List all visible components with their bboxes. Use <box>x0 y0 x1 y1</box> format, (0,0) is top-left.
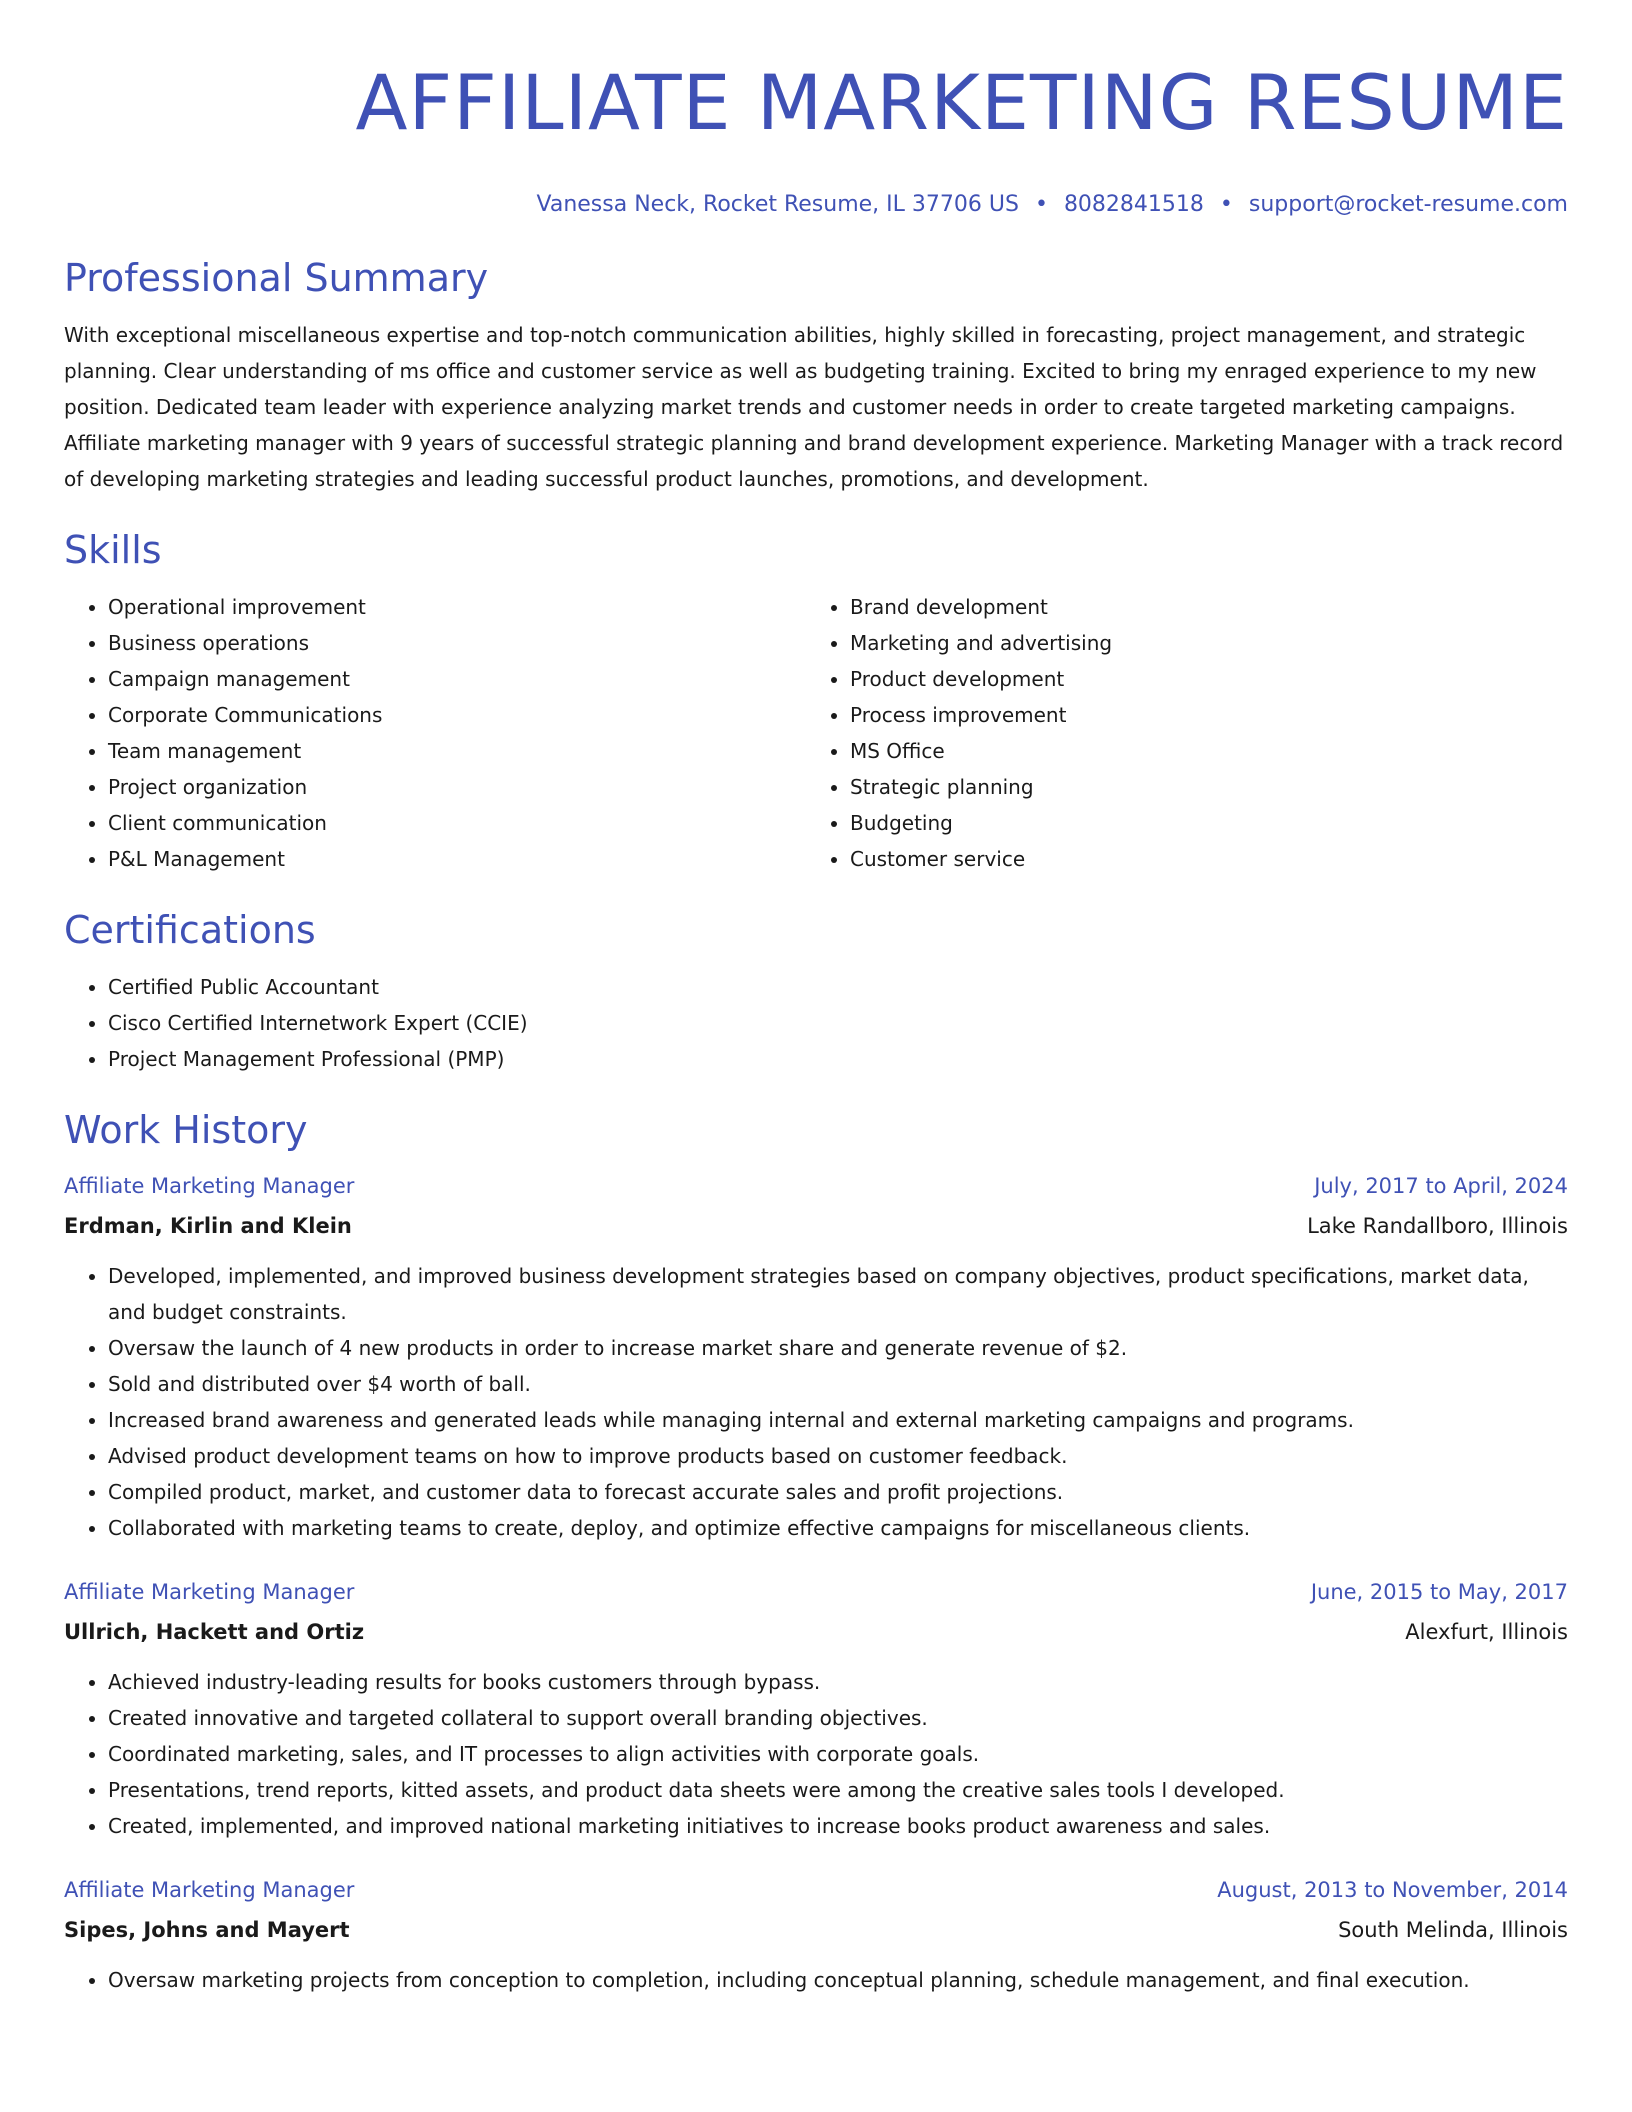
job-bullets <box>64 1664 1568 1844</box>
job-bullet: • Increased brand awareness and generated leads while managing internal and external marketing campaigns and programs. <box>108 1402 1568 1438</box>
contact-phone[interactable]: 8082841518 <box>1063 192 1204 217</box>
skill-item: • Corporate Communications <box>108 697 806 733</box>
certification-item: • Certified Public Accountant <box>108 969 1568 1005</box>
skill-item: • Team management <box>108 733 806 769</box>
skills-columns <box>64 589 1568 877</box>
contact-line <box>64 190 1568 220</box>
skill-item: • Strategic planning <box>850 769 1548 805</box>
job-company: Ullrich, Hackett and Ortiz <box>64 1620 365 1644</box>
job-bullet: • Advised product development teams on how to improve products based on customer feedback. <box>108 1438 1568 1474</box>
section-heading-skills: Skills <box>64 528 162 572</box>
section-heading-certifications: Certifications <box>64 908 316 952</box>
job-location: South Melinda, Illinois <box>1338 1918 1568 1942</box>
skill-item: • Brand development <box>850 589 1548 625</box>
job-dates: August, 2013 to November, 2014 <box>1217 1878 1568 1902</box>
skill-item: • MS Office <box>850 733 1548 769</box>
job-header <box>64 1572 1568 1612</box>
job-bullet: • Achieved industry-leading results for books customers through bypass. <box>108 1664 1568 1700</box>
skill-item: • Client communication <box>108 805 806 841</box>
job-title: Affiliate Marketing Manager <box>64 1580 355 1604</box>
job-location: Lake Randallboro, Illinois <box>1307 1214 1568 1238</box>
skill-item: • Customer service <box>850 841 1548 877</box>
job-header <box>64 1166 1568 1206</box>
job-subheader <box>64 1910 1568 1950</box>
skills-list-left <box>64 589 806 877</box>
job-dates: June, 2015 to May, 2017 <box>1310 1580 1568 1604</box>
contact-email[interactable]: support@rocket-resume.com <box>1248 192 1568 217</box>
certification-item: • Project Management Professional (PMP) <box>108 1041 1568 1077</box>
certification-item: • Cisco Certified Internetwork Expert (CCIE) <box>108 1005 1568 1041</box>
skill-item: • P&L Management <box>108 841 806 877</box>
skill-item: • Budgeting <box>850 805 1548 841</box>
contact-separator: • <box>1219 192 1233 217</box>
job-header <box>64 1870 1568 1910</box>
job-entry <box>64 1166 1568 1546</box>
skills-column-right <box>806 589 1548 877</box>
resume-title: AFFILIATE MARKETING RESUME <box>355 58 1568 147</box>
job-bullet: • Created innovative and targeted collateral to support overall branding objectives. <box>108 1700 1568 1736</box>
job-title: Affiliate Marketing Manager <box>64 1878 355 1902</box>
job-subheader <box>64 1206 1568 1246</box>
job-company: Erdman, Kirlin and Klein <box>64 1214 352 1238</box>
job-company: Sipes, Johns and Mayert <box>64 1918 350 1942</box>
skill-item: • Project organization <box>108 769 806 805</box>
contact-address: Vanessa Neck, Rocket Resume, IL 37706 US <box>536 192 1019 217</box>
certifications-list <box>64 969 1568 1077</box>
skills-column-left <box>64 589 806 877</box>
job-bullet: • Compiled product, market, and customer data to forecast accurate sales and profit projections. <box>108 1474 1568 1510</box>
job-location: Alexfurt, Illinois <box>1405 1620 1568 1644</box>
job-bullet: • Created, implemented, and improved national marketing initiatives to increase books product awareness and sales. <box>108 1808 1568 1844</box>
job-bullets <box>64 1962 1568 1998</box>
job-entry <box>64 1572 1568 1844</box>
skill-item: • Process improvement <box>850 697 1548 733</box>
job-bullet: • Developed, implemented, and improved business development strategies based on company objectives, product specifications, market data, and budget constraints. <box>108 1258 1568 1330</box>
professional-summary-section <box>64 254 1568 497</box>
job-title: Affiliate Marketing Manager <box>64 1174 355 1198</box>
job-bullets <box>64 1258 1568 1546</box>
skill-item: • Marketing and advertising <box>850 625 1548 661</box>
summary-text: With exceptional miscellaneous expertise and top-notch communication abilities, highly skilled in forecasting, project management, and strategic planning. Clear understanding of ms office and customer service as well as budgeting training. Excited to bring my enraged experience to my new position. Dedicated team leader with experience analyzing market trends and customer needs in order to create targeted marketing campaigns. Affiliate marketing manager with 9 years of successful strategic planning and brand development experience. Marketing Manager with a track record of developing marketing strategies and leading successful product launches, promotions, and development. <box>64 323 1564 491</box>
work-history-section <box>64 1106 1568 1998</box>
job-entry <box>64 1870 1568 1998</box>
job-bullet: • Sold and distributed over $4 worth of ball. <box>108 1366 1568 1402</box>
job-bullet: • Oversaw marketing projects from conception to completion, including conceptual planning, schedule management, and final execution. <box>108 1962 1568 1998</box>
resume-page <box>64 0 1568 1998</box>
contact-separator: • <box>1034 192 1048 217</box>
skill-item: • Campaign management <box>108 661 806 697</box>
section-heading-work-history: Work History <box>64 1108 308 1152</box>
section-heading-summary: Professional Summary <box>64 256 489 300</box>
job-bullet: • Coordinated marketing, sales, and IT processes to align activities with corporate goals. <box>108 1736 1568 1772</box>
job-dates: July, 2017 to April, 2024 <box>1314 1174 1568 1198</box>
job-subheader <box>64 1612 1568 1652</box>
job-bullet: • Presentations, trend reports, kitted assets, and product data sheets were among the creative sales tools I developed. <box>108 1772 1568 1808</box>
certifications-section <box>64 906 1568 1077</box>
job-bullet: • Collaborated with marketing teams to create, deploy, and optimize effective campaigns for miscellaneous clients. <box>108 1510 1568 1546</box>
skills-list-right <box>806 589 1548 877</box>
job-bullet: • Oversaw the launch of 4 new products in order to increase market share and generate revenue of $2. <box>108 1330 1568 1366</box>
skill-item: • Operational improvement <box>108 589 806 625</box>
skill-item: • Business operations <box>108 625 806 661</box>
skills-section <box>64 526 1568 877</box>
skill-item: • Product development <box>850 661 1548 697</box>
